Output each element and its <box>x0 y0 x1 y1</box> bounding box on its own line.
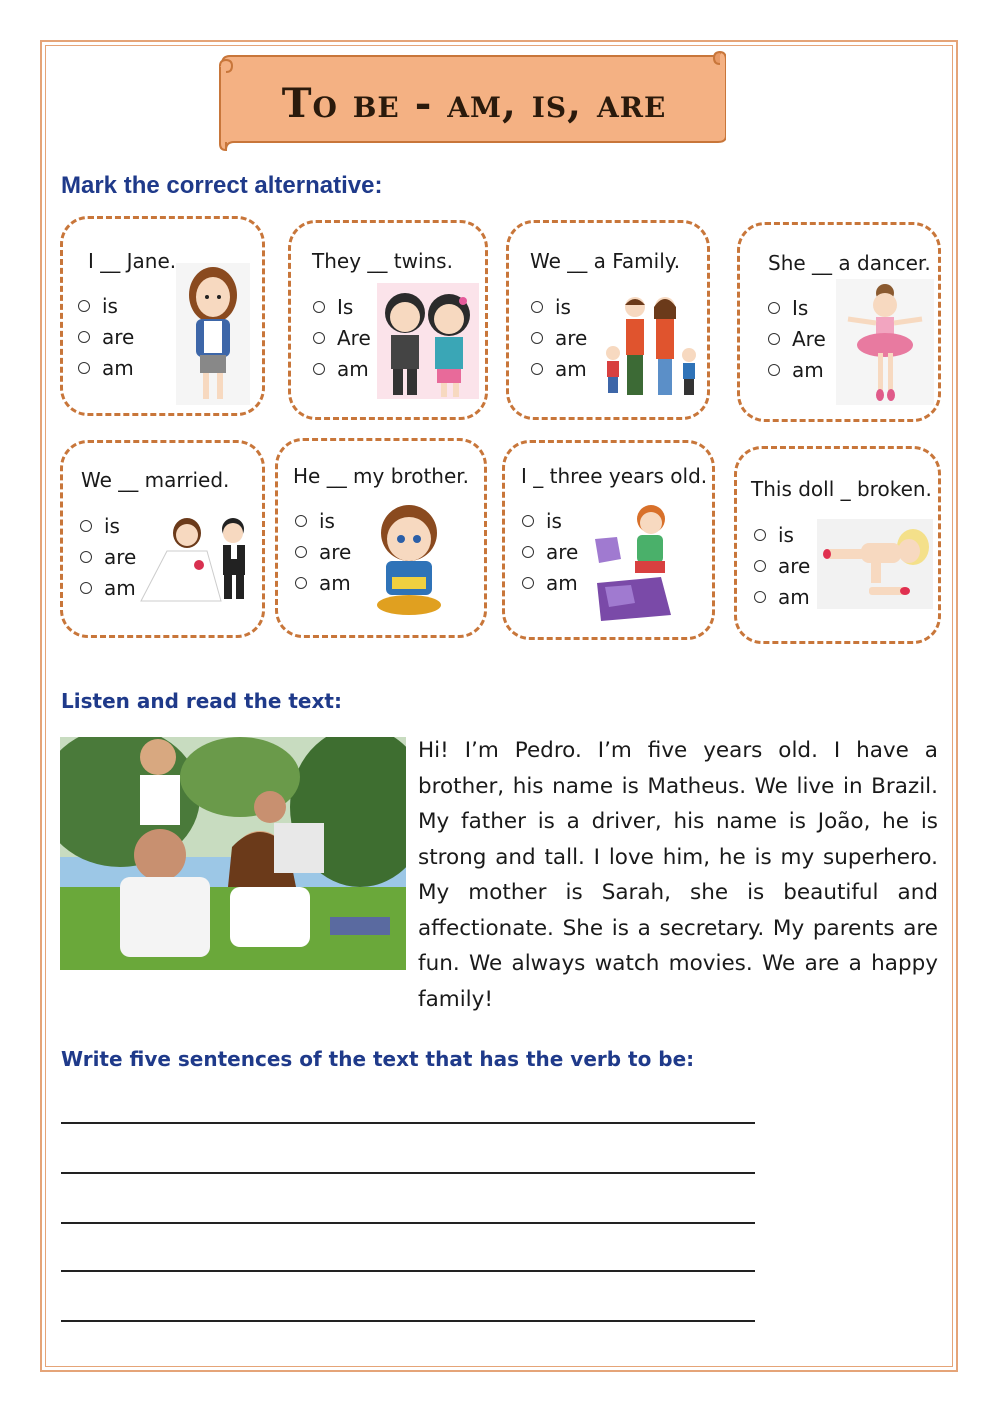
radio-icon[interactable] <box>768 364 780 376</box>
radio-icon[interactable] <box>531 332 543 344</box>
option-is[interactable]: is <box>754 523 794 547</box>
option-am[interactable]: am <box>754 585 810 609</box>
radio-icon[interactable] <box>80 582 92 594</box>
section-heading-write: Write five sentences of the text that has the verb to be: <box>61 1047 695 1071</box>
radio-icon[interactable] <box>80 551 92 563</box>
family-icon <box>601 293 699 399</box>
option-are[interactable]: are <box>78 325 134 349</box>
title-banner <box>212 50 726 156</box>
question-card-3 <box>506 220 710 420</box>
answer-line-1[interactable] <box>61 1122 755 1124</box>
radio-icon[interactable] <box>768 302 780 314</box>
family-photo <box>60 737 406 970</box>
question-text: I _ three years old. <box>521 464 708 488</box>
answer-line-4[interactable] <box>61 1270 755 1272</box>
radio-icon[interactable] <box>80 520 92 532</box>
question-text: She __ a dancer. <box>768 251 931 275</box>
page-title: To be - am, is, are <box>281 79 667 127</box>
option-am[interactable]: am <box>78 356 134 380</box>
radio-icon[interactable] <box>522 546 534 558</box>
option-am[interactable]: am <box>522 571 578 595</box>
option-are[interactable]: are <box>522 540 578 564</box>
option-am[interactable]: am <box>313 357 369 381</box>
option-is[interactable]: Is <box>313 295 353 319</box>
radio-icon[interactable] <box>754 529 766 541</box>
section-heading-mark: Mark the correct alternative: <box>61 172 383 199</box>
question-text: We __ a Family. <box>530 249 681 273</box>
radio-icon[interactable] <box>295 515 307 527</box>
question-text: He __ my brother. <box>293 464 470 488</box>
child-puzzle-icon <box>591 499 679 623</box>
option-are[interactable]: Are <box>313 326 371 350</box>
option-is[interactable]: is <box>78 294 118 318</box>
radio-icon[interactable] <box>522 577 534 589</box>
reading-text: Hi! I’m Pedro. I’m five years old. I have a brother, his name is Matheus. We live in Brazil. My father is a driver, his name is João, he is strong and tall. I love him, he is my superhero. My mother is Sarah, she is beautiful and affectionate. She is a secretary. My parents are fun. We always watch movies. We are a happy family! <box>418 738 938 1012</box>
option-are[interactable]: are <box>531 326 587 350</box>
answer-line-3[interactable] <box>61 1222 755 1224</box>
radio-icon[interactable] <box>754 591 766 603</box>
radio-icon[interactable] <box>531 301 543 313</box>
section-heading-listen: Listen and read the text: <box>61 689 342 713</box>
option-am[interactable]: am <box>295 571 351 595</box>
radio-icon[interactable] <box>295 577 307 589</box>
option-are[interactable]: are <box>80 545 136 569</box>
radio-icon[interactable] <box>754 560 766 572</box>
option-are[interactable]: are <box>754 554 810 578</box>
boy-icon <box>372 503 446 619</box>
radio-icon[interactable] <box>522 515 534 527</box>
question-card-7 <box>502 440 715 640</box>
ballerina-icon <box>836 279 934 405</box>
radio-icon[interactable] <box>531 363 543 375</box>
answer-line-2[interactable] <box>61 1172 755 1174</box>
option-is[interactable]: Is <box>768 296 808 320</box>
answer-line-5[interactable] <box>61 1320 755 1322</box>
radio-icon[interactable] <box>313 332 325 344</box>
option-is[interactable]: is <box>80 514 120 538</box>
twins-icon <box>377 283 479 399</box>
radio-icon[interactable] <box>768 333 780 345</box>
option-are[interactable]: Are <box>768 327 826 351</box>
question-card-4 <box>737 222 941 422</box>
question-text: We __ married. <box>81 468 230 492</box>
question-card-8 <box>734 446 941 644</box>
option-are[interactable]: are <box>295 540 351 564</box>
option-am[interactable]: am <box>768 358 824 382</box>
question-card-5 <box>60 440 265 638</box>
radio-icon[interactable] <box>313 363 325 375</box>
question-card-1 <box>60 216 265 416</box>
option-is[interactable]: is <box>295 509 335 533</box>
question-text: I __ Jane. <box>88 249 177 273</box>
radio-icon[interactable] <box>78 331 90 343</box>
question-card-6 <box>275 438 487 638</box>
broken-doll-icon <box>817 519 933 609</box>
question-text: They __ twins. <box>312 249 453 273</box>
radio-icon[interactable] <box>295 546 307 558</box>
radio-icon[interactable] <box>313 301 325 313</box>
question-card-2 <box>288 220 488 420</box>
option-am[interactable]: am <box>531 357 587 381</box>
option-am[interactable]: am <box>80 576 136 600</box>
radio-icon[interactable] <box>78 362 90 374</box>
girl-icon <box>176 263 250 405</box>
question-text: This doll _ broken. <box>751 477 932 501</box>
wedding-couple-icon <box>139 515 259 603</box>
option-is[interactable]: is <box>522 509 562 533</box>
radio-icon[interactable] <box>78 300 90 312</box>
option-is[interactable]: is <box>531 295 571 319</box>
